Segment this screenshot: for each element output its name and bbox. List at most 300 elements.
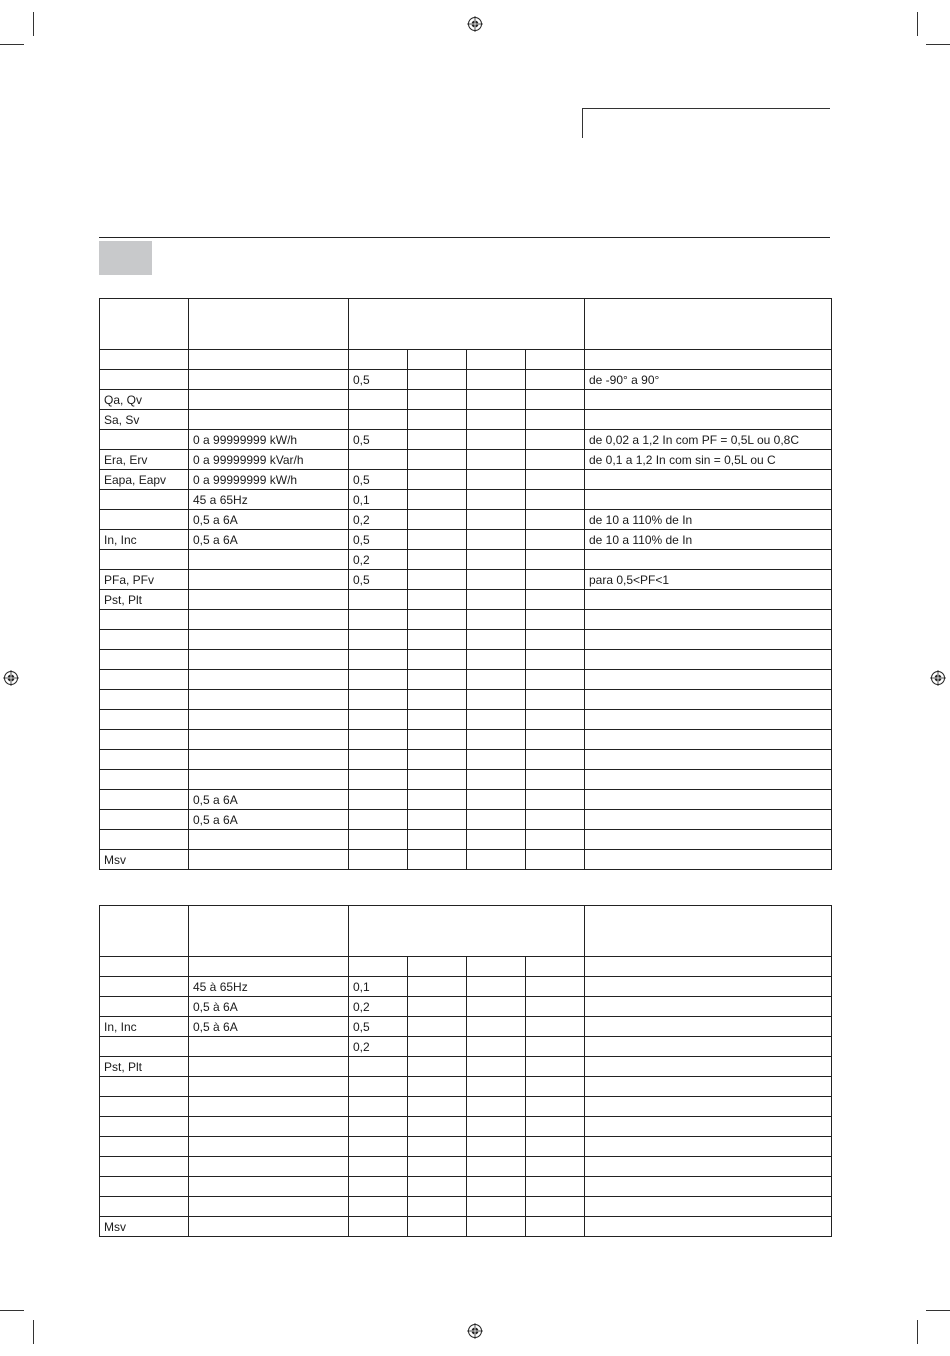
note-cell bbox=[585, 650, 832, 670]
note-cell bbox=[585, 710, 832, 730]
subheader-cell bbox=[408, 957, 467, 977]
accuracy-cell: 0,5 bbox=[349, 570, 408, 590]
class-cell-4 bbox=[526, 1077, 585, 1097]
subheader-cell bbox=[526, 957, 585, 977]
note-cell bbox=[585, 790, 832, 810]
subheader-cell bbox=[408, 350, 467, 370]
class-cell-4 bbox=[526, 977, 585, 997]
class-cell-3 bbox=[467, 1217, 526, 1237]
accuracy-cell: 0,2 bbox=[349, 550, 408, 570]
class-cell-3 bbox=[467, 750, 526, 770]
class-cell-4 bbox=[526, 410, 585, 430]
range-cell bbox=[189, 1037, 349, 1057]
class-cell-2 bbox=[408, 490, 467, 510]
range-cell bbox=[189, 370, 349, 390]
class-cell-2 bbox=[408, 1157, 467, 1177]
range-cell bbox=[189, 1117, 349, 1137]
class-cell-2 bbox=[408, 997, 467, 1017]
class-cell-2 bbox=[408, 610, 467, 630]
param-cell: Sa, Sv bbox=[100, 410, 189, 430]
param-cell bbox=[100, 430, 189, 450]
accuracy-cell bbox=[349, 850, 408, 870]
subheader-cell bbox=[526, 350, 585, 370]
class-cell-3 bbox=[467, 710, 526, 730]
range-cell: 45 à 65Hz bbox=[189, 977, 349, 997]
param-cell bbox=[100, 1097, 189, 1117]
section-marker-block bbox=[99, 241, 152, 275]
table-row bbox=[100, 790, 832, 810]
table-subheader-row bbox=[100, 350, 832, 370]
range-cell: 0 a 99999999 kVar/h bbox=[189, 450, 349, 470]
class-cell-2 bbox=[408, 1197, 467, 1217]
range-cell: 0 a 99999999 kW/h bbox=[189, 430, 349, 450]
class-cell-2 bbox=[408, 650, 467, 670]
table-row bbox=[100, 1097, 832, 1117]
note-cell bbox=[585, 1077, 832, 1097]
table-row bbox=[100, 410, 832, 430]
accuracy-cell: 0,2 bbox=[349, 1037, 408, 1057]
class-cell-4 bbox=[526, 490, 585, 510]
table-row bbox=[100, 450, 832, 470]
note-cell bbox=[585, 1177, 832, 1197]
class-cell-2 bbox=[408, 977, 467, 997]
param-cell: Qa, Qv bbox=[100, 390, 189, 410]
accuracy-cell bbox=[349, 1117, 408, 1137]
note-cell bbox=[585, 1017, 832, 1037]
range-cell bbox=[189, 1097, 349, 1117]
param-cell bbox=[100, 1137, 189, 1157]
class-cell-3 bbox=[467, 770, 526, 790]
table-row bbox=[100, 570, 832, 590]
subheader-cell bbox=[349, 350, 408, 370]
accuracy-cell: 0,2 bbox=[349, 997, 408, 1017]
param-cell bbox=[100, 1177, 189, 1197]
accuracy-cell bbox=[349, 810, 408, 830]
class-cell-3 bbox=[467, 1117, 526, 1137]
param-cell bbox=[100, 997, 189, 1017]
range-cell bbox=[189, 1177, 349, 1197]
class-cell-2 bbox=[408, 670, 467, 690]
note-cell bbox=[585, 550, 832, 570]
table-row bbox=[100, 1157, 832, 1177]
class-cell-4 bbox=[526, 850, 585, 870]
crop-mark-top-left-h bbox=[0, 44, 24, 45]
table-row bbox=[100, 470, 832, 490]
class-cell-3 bbox=[467, 730, 526, 750]
class-cell-3 bbox=[467, 530, 526, 550]
table-row bbox=[100, 1037, 832, 1057]
accuracy-cell bbox=[349, 1137, 408, 1157]
class-cell-2 bbox=[408, 810, 467, 830]
note-cell bbox=[585, 977, 832, 997]
accuracy-cell bbox=[349, 390, 408, 410]
note-cell bbox=[585, 770, 832, 790]
accuracy-cell: 0,5 bbox=[349, 430, 408, 450]
class-cell-2 bbox=[408, 1057, 467, 1077]
range-cell bbox=[189, 850, 349, 870]
range-cell bbox=[189, 770, 349, 790]
class-cell-3 bbox=[467, 1077, 526, 1097]
note-cell bbox=[585, 390, 832, 410]
accuracy-cell bbox=[349, 1157, 408, 1177]
class-cell-3 bbox=[467, 430, 526, 450]
class-cell-4 bbox=[526, 430, 585, 450]
header-cell bbox=[349, 906, 585, 957]
table-row bbox=[100, 550, 832, 570]
class-cell-2 bbox=[408, 1217, 467, 1237]
table-row bbox=[100, 1197, 832, 1217]
note-cell bbox=[585, 630, 832, 650]
accuracy-cell bbox=[349, 450, 408, 470]
accuracy-cell bbox=[349, 1217, 408, 1237]
header-cell bbox=[585, 299, 832, 350]
param-cell bbox=[100, 810, 189, 830]
param-cell bbox=[100, 790, 189, 810]
table-row bbox=[100, 750, 832, 770]
class-cell-3 bbox=[467, 650, 526, 670]
param-cell bbox=[100, 710, 189, 730]
class-cell-4 bbox=[526, 1117, 585, 1137]
table-row bbox=[100, 730, 832, 750]
range-cell bbox=[189, 830, 349, 850]
note-cell: de 0,02 a 1,2 In com PF = 0,5L ou 0,8C bbox=[585, 430, 832, 450]
class-cell-2 bbox=[408, 390, 467, 410]
table-row bbox=[100, 710, 832, 730]
range-cell: 0,5 à 6A bbox=[189, 1017, 349, 1037]
class-cell-3 bbox=[467, 850, 526, 870]
accuracy-cell bbox=[349, 1057, 408, 1077]
class-cell-4 bbox=[526, 1217, 585, 1237]
range-cell bbox=[189, 750, 349, 770]
accuracy-cell bbox=[349, 730, 408, 750]
class-cell-2 bbox=[408, 790, 467, 810]
class-cell-2 bbox=[408, 690, 467, 710]
class-cell-4 bbox=[526, 710, 585, 730]
param-cell bbox=[100, 690, 189, 710]
table-row bbox=[100, 490, 832, 510]
range-cell bbox=[189, 650, 349, 670]
class-cell-4 bbox=[526, 690, 585, 710]
class-cell-3 bbox=[467, 810, 526, 830]
class-cell-4 bbox=[526, 450, 585, 470]
class-cell-3 bbox=[467, 370, 526, 390]
class-cell-4 bbox=[526, 570, 585, 590]
range-cell bbox=[189, 730, 349, 750]
accuracy-cell: 0,5 bbox=[349, 1017, 408, 1037]
class-cell-3 bbox=[467, 790, 526, 810]
accuracy-cell bbox=[349, 410, 408, 430]
class-cell-2 bbox=[408, 850, 467, 870]
class-cell-2 bbox=[408, 750, 467, 770]
subheader-cell bbox=[467, 957, 526, 977]
note-cell bbox=[585, 1157, 832, 1177]
param-cell bbox=[100, 1037, 189, 1057]
registration-mark-left-icon bbox=[3, 670, 19, 686]
class-cell-3 bbox=[467, 570, 526, 590]
class-cell-4 bbox=[526, 650, 585, 670]
param-cell bbox=[100, 830, 189, 850]
accuracy-cell bbox=[349, 650, 408, 670]
class-cell-4 bbox=[526, 510, 585, 530]
param-cell bbox=[100, 1157, 189, 1177]
section-rule bbox=[99, 237, 830, 238]
accuracy-cell bbox=[349, 610, 408, 630]
class-cell-3 bbox=[467, 690, 526, 710]
accuracy-cell bbox=[349, 590, 408, 610]
note-cell bbox=[585, 1097, 832, 1117]
class-cell-2 bbox=[408, 1037, 467, 1057]
param-cell: In, Inc bbox=[100, 1017, 189, 1037]
table-row bbox=[100, 1017, 832, 1037]
crop-mark-bottom-right bbox=[917, 1320, 918, 1344]
class-cell-4 bbox=[526, 590, 585, 610]
class-cell-4 bbox=[526, 830, 585, 850]
range-cell bbox=[189, 610, 349, 630]
class-cell-4 bbox=[526, 1037, 585, 1057]
class-cell-2 bbox=[408, 370, 467, 390]
class-cell-3 bbox=[467, 1037, 526, 1057]
note-cell bbox=[585, 1057, 832, 1077]
class-cell-2 bbox=[408, 830, 467, 850]
range-cell: 0 a 99999999 kW/h bbox=[189, 470, 349, 490]
class-cell-4 bbox=[526, 370, 585, 390]
note-cell bbox=[585, 750, 832, 770]
note-cell bbox=[585, 997, 832, 1017]
crop-mark-bottom-left-h bbox=[0, 1310, 24, 1311]
class-cell-4 bbox=[526, 1097, 585, 1117]
class-cell-2 bbox=[408, 530, 467, 550]
param-cell bbox=[100, 630, 189, 650]
accuracy-cell: 0,1 bbox=[349, 977, 408, 997]
class-cell-4 bbox=[526, 790, 585, 810]
note-cell bbox=[585, 590, 832, 610]
header-cell bbox=[100, 299, 189, 350]
class-cell-4 bbox=[526, 470, 585, 490]
range-cell bbox=[189, 550, 349, 570]
class-cell-3 bbox=[467, 470, 526, 490]
class-cell-3 bbox=[467, 450, 526, 470]
range-cell: 0,5 a 6A bbox=[189, 810, 349, 830]
class-cell-3 bbox=[467, 410, 526, 430]
param-cell bbox=[100, 770, 189, 790]
accuracy-cell bbox=[349, 1077, 408, 1097]
subheader-cell bbox=[189, 957, 349, 977]
header-cell bbox=[349, 299, 585, 350]
range-cell bbox=[189, 1197, 349, 1217]
accuracy-cell bbox=[349, 770, 408, 790]
note-cell: de 10 a 110% de In bbox=[585, 510, 832, 530]
table-row bbox=[100, 430, 832, 450]
class-cell-3 bbox=[467, 590, 526, 610]
class-cell-4 bbox=[526, 1157, 585, 1177]
subheader-cell bbox=[100, 350, 189, 370]
subheader-cell bbox=[467, 350, 526, 370]
accuracy-cell: 0,2 bbox=[349, 510, 408, 530]
accuracy-cell bbox=[349, 790, 408, 810]
table-row bbox=[100, 590, 832, 610]
class-cell-2 bbox=[408, 630, 467, 650]
note-cell bbox=[585, 1197, 832, 1217]
param-cell: PFa, PFv bbox=[100, 570, 189, 590]
crop-mark-bottom-right-h bbox=[926, 1310, 950, 1311]
accuracy-cell: 0,5 bbox=[349, 530, 408, 550]
table-header-row bbox=[100, 299, 832, 350]
table-row bbox=[100, 1077, 832, 1097]
note-cell: de 0,1 a 1,2 In com sin = 0,5L ou C bbox=[585, 450, 832, 470]
class-cell-3 bbox=[467, 550, 526, 570]
note-cell bbox=[585, 690, 832, 710]
accuracy-cell bbox=[349, 710, 408, 730]
param-cell: Eapa, Eapv bbox=[100, 470, 189, 490]
table-row bbox=[100, 390, 832, 410]
class-cell-3 bbox=[467, 830, 526, 850]
param-cell bbox=[100, 510, 189, 530]
subheader-cell bbox=[349, 957, 408, 977]
table-row bbox=[100, 1117, 832, 1137]
table-row bbox=[100, 650, 832, 670]
note-cell bbox=[585, 470, 832, 490]
range-cell: 0,5 a 6A bbox=[189, 790, 349, 810]
accuracy-cell bbox=[349, 750, 408, 770]
class-cell-4 bbox=[526, 1057, 585, 1077]
subheader-cell bbox=[100, 957, 189, 977]
range-cell bbox=[189, 1217, 349, 1237]
param-cell: Pst, Plt bbox=[100, 590, 189, 610]
class-cell-4 bbox=[526, 997, 585, 1017]
spec-table-1 bbox=[99, 298, 832, 870]
class-cell-2 bbox=[408, 1177, 467, 1197]
param-cell: Era, Erv bbox=[100, 450, 189, 470]
param-cell bbox=[100, 1197, 189, 1217]
accuracy-cell bbox=[349, 1097, 408, 1117]
range-cell bbox=[189, 630, 349, 650]
header-cell bbox=[189, 906, 349, 957]
class-cell-2 bbox=[408, 410, 467, 430]
accuracy-cell: 0,5 bbox=[349, 470, 408, 490]
accuracy-cell bbox=[349, 670, 408, 690]
table-row bbox=[100, 1057, 832, 1077]
class-cell-2 bbox=[408, 1097, 467, 1117]
class-cell-3 bbox=[467, 1137, 526, 1157]
class-cell-2 bbox=[408, 570, 467, 590]
table-row bbox=[100, 510, 832, 530]
table-header-row bbox=[100, 906, 832, 957]
subheader-cell bbox=[585, 350, 832, 370]
note-cell bbox=[585, 1137, 832, 1157]
param-cell bbox=[100, 550, 189, 570]
note-cell bbox=[585, 490, 832, 510]
subheader-cell bbox=[189, 350, 349, 370]
class-cell-2 bbox=[408, 550, 467, 570]
param-cell bbox=[100, 370, 189, 390]
range-cell bbox=[189, 690, 349, 710]
accuracy-cell bbox=[349, 830, 408, 850]
note-cell bbox=[585, 850, 832, 870]
range-cell bbox=[189, 1157, 349, 1177]
table-row bbox=[100, 977, 832, 997]
range-cell bbox=[189, 570, 349, 590]
range-cell: 45 a 65Hz bbox=[189, 490, 349, 510]
range-cell: 0,5 a 6A bbox=[189, 530, 349, 550]
class-cell-4 bbox=[526, 810, 585, 830]
class-cell-3 bbox=[467, 1017, 526, 1037]
accuracy-cell bbox=[349, 690, 408, 710]
class-cell-4 bbox=[526, 770, 585, 790]
class-cell-4 bbox=[526, 390, 585, 410]
param-cell: Msv bbox=[100, 850, 189, 870]
param-cell bbox=[100, 1117, 189, 1137]
table-row bbox=[100, 770, 832, 790]
table-row bbox=[100, 530, 832, 550]
note-cell bbox=[585, 610, 832, 630]
registration-mark-right-icon bbox=[930, 670, 946, 686]
class-cell-2 bbox=[408, 430, 467, 450]
range-cell bbox=[189, 670, 349, 690]
header-cell bbox=[189, 299, 349, 350]
class-cell-3 bbox=[467, 1197, 526, 1217]
registration-mark-bottom-icon bbox=[467, 1323, 483, 1339]
class-cell-4 bbox=[526, 1017, 585, 1037]
param-cell bbox=[100, 490, 189, 510]
class-cell-3 bbox=[467, 1097, 526, 1117]
class-cell-2 bbox=[408, 450, 467, 470]
param-cell: In, Inc bbox=[100, 530, 189, 550]
table-row bbox=[100, 610, 832, 630]
note-cell bbox=[585, 670, 832, 690]
accuracy-cell: 0,1 bbox=[349, 490, 408, 510]
range-cell bbox=[189, 710, 349, 730]
range-cell bbox=[189, 1137, 349, 1157]
range-cell bbox=[189, 590, 349, 610]
class-cell-4 bbox=[526, 1137, 585, 1157]
class-cell-2 bbox=[408, 470, 467, 490]
class-cell-3 bbox=[467, 977, 526, 997]
class-cell-2 bbox=[408, 710, 467, 730]
class-cell-4 bbox=[526, 530, 585, 550]
table-row bbox=[100, 690, 832, 710]
table-row bbox=[100, 810, 832, 830]
class-cell-4 bbox=[526, 730, 585, 750]
class-cell-2 bbox=[408, 1017, 467, 1037]
table-row bbox=[100, 370, 832, 390]
note-cell bbox=[585, 1037, 832, 1057]
note-cell bbox=[585, 830, 832, 850]
table-row bbox=[100, 850, 832, 870]
crop-mark-top-left bbox=[33, 12, 34, 36]
crop-mark-top-right-h bbox=[926, 44, 950, 45]
param-cell bbox=[100, 650, 189, 670]
param-cell bbox=[100, 730, 189, 750]
note-cell: de 10 a 110% de In bbox=[585, 530, 832, 550]
class-cell-2 bbox=[408, 770, 467, 790]
class-cell-4 bbox=[526, 550, 585, 570]
table-row bbox=[100, 630, 832, 650]
class-cell-3 bbox=[467, 1157, 526, 1177]
param-cell bbox=[100, 610, 189, 630]
note-cell bbox=[585, 810, 832, 830]
note-cell: de -90° a 90° bbox=[585, 370, 832, 390]
header-cell bbox=[585, 906, 832, 957]
class-cell-2 bbox=[408, 730, 467, 750]
accuracy-cell: 0,5 bbox=[349, 370, 408, 390]
class-cell-2 bbox=[408, 1077, 467, 1097]
table-row bbox=[100, 830, 832, 850]
accuracy-cell bbox=[349, 630, 408, 650]
param-cell: Pst, Plt bbox=[100, 1057, 189, 1077]
class-cell-4 bbox=[526, 750, 585, 770]
spec-table-2 bbox=[99, 905, 832, 1237]
class-cell-2 bbox=[408, 1117, 467, 1137]
